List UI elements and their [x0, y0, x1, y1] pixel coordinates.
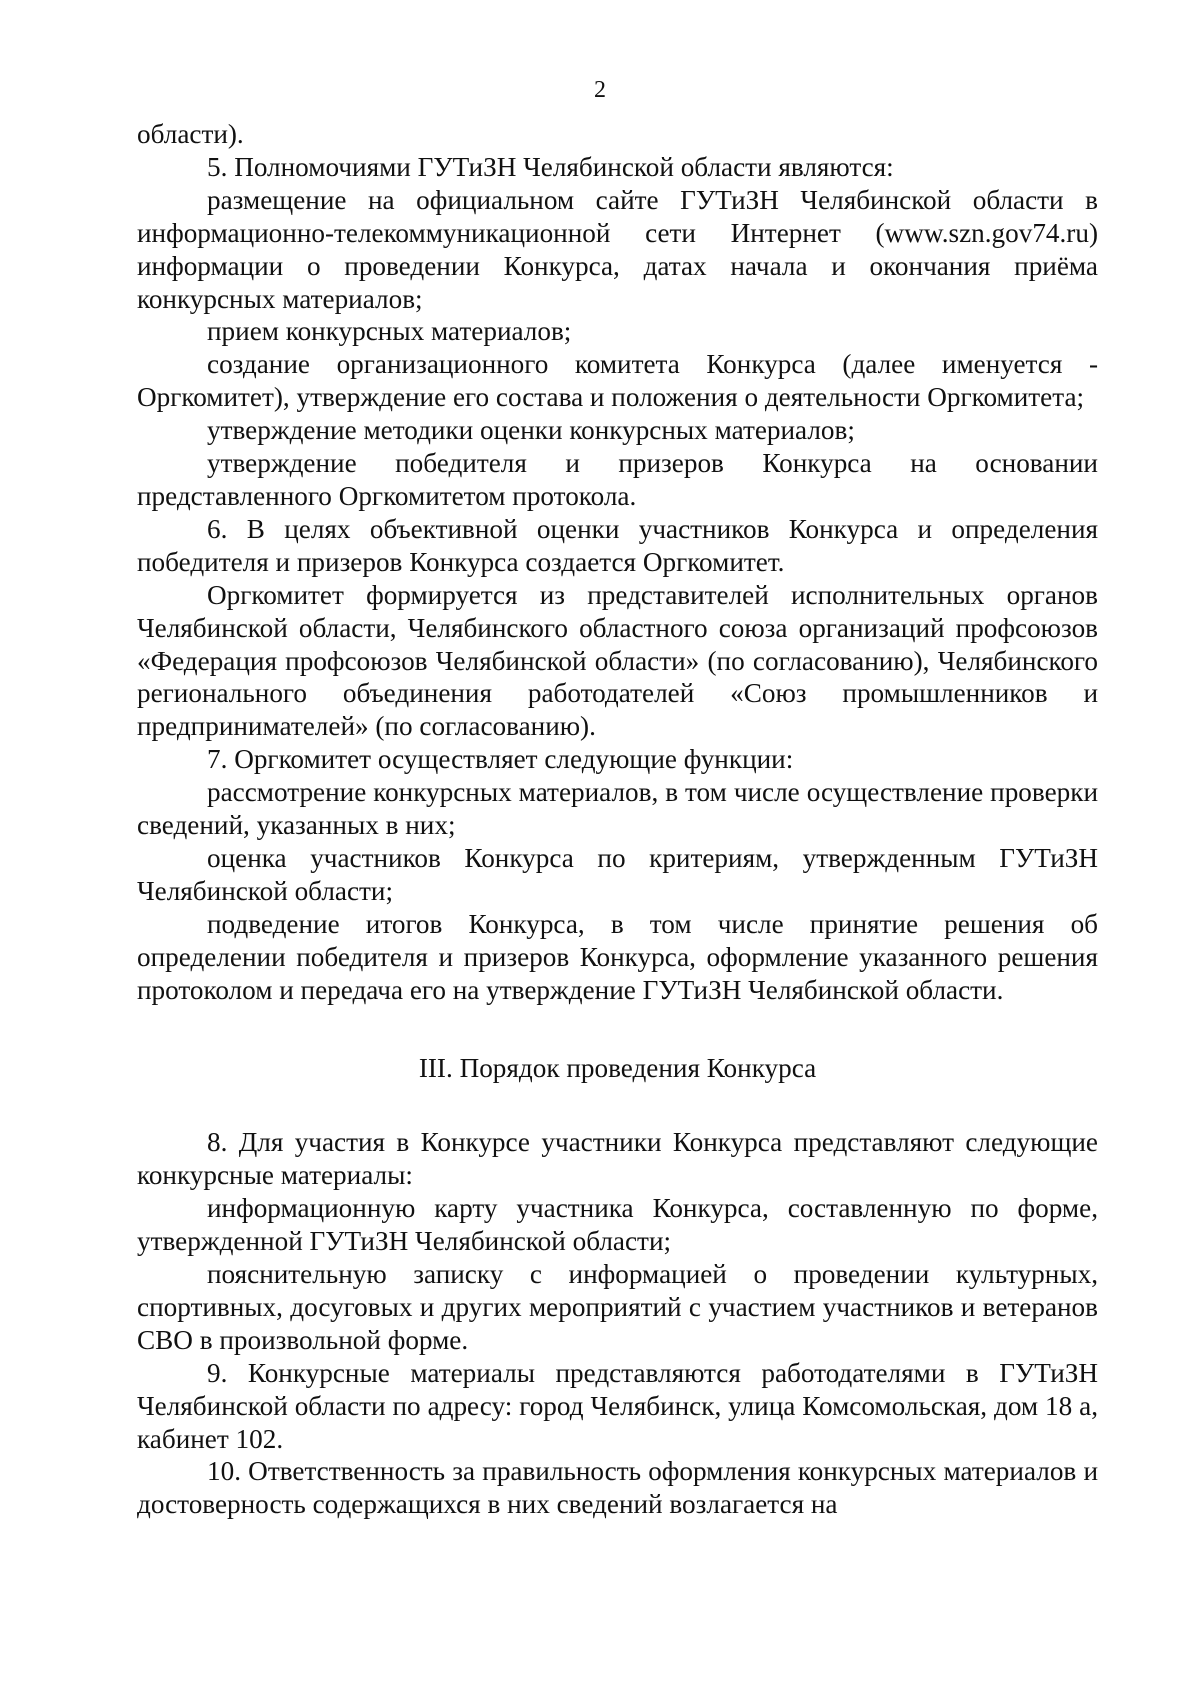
paragraph-item-7: 7. Оргкомитет осуществляет следующие функции:: [207, 744, 794, 775]
paragraph-methodology: утверждение методики оценки конкурсных материалов;: [207, 415, 855, 446]
paragraph-item-10: 10. Ответственность за правильность оформления конкурсных материалов и достоверность содержащихся в них сведений возлагается на: [137, 1456, 1098, 1520]
paragraph-results: подведение итогов Конкурса, в том числе принятие решения об определении победителя и призеров Конкурса, оформление указанного решения протоколом и передача его на утверждение ГУТиЗН Челябинской области.: [137, 908, 1098, 1005]
paragraph-item-8: 8. Для участия в Конкурсе участники Конкурса представляют следующие конкурсные материалы:: [137, 1127, 1098, 1191]
paragraph-item-9: 9. Конкурсные материалы представляются работодателями в ГУТиЗН Челябинской области по адресу: город Челябинск, улица Комсомольская, дом 18 а, кабинет 102.: [137, 1357, 1098, 1454]
document-body: [137, 118, 1098, 1521]
paragraph-item-5: 5. Полномочиями ГУТиЗН Челябинской области являются:: [207, 151, 894, 182]
paragraph-continuation: области).: [137, 119, 244, 149]
paragraph-reception: прием конкурсных материалов;: [207, 316, 572, 347]
paragraph-orgcommittee-creation: создание организационного комитета Конкурса (далее именуется - Оргкомитет), утверждение его состава и положения о деятельности Оргкомитета;: [137, 349, 1098, 413]
paragraph-explanatory-note: пояснительную записку с информацией о проведении культурных, спортивных, досуговых и других мероприятий с участием участников и ветеранов СВО в произвольной форме.: [137, 1259, 1098, 1355]
paragraph-winner-approval: утверждение победителя и призеров Конкурса на основании представленного Оргкомитетом протокола.: [137, 448, 1098, 511]
page-number: 2: [594, 77, 606, 103]
paragraph-item-6: 6. В целях объективной оценки участников Конкурса и определения победителя и призеров Конкурса создается Оргкомитет.: [137, 513, 1098, 577]
paragraph-website-info: размещение на официальном сайте ГУТиЗН Челябинской области в информационно-телекоммуникационной сети Интернет (www.szn.gov74.ru) информации о проведении Конкурса, датах начала и окончания приёма конкурсных материалов;: [137, 184, 1098, 314]
paragraph-evaluation: оценка участников Конкурса по критериям, утвержденным ГУТиЗН Челябинской области;: [137, 842, 1098, 906]
section-heading: III. Порядок проведения Конкурса: [418, 1053, 817, 1084]
paragraph-info-card: информационную карту участника Конкурса, составленную по форме, утвержденной ГУТиЗН Челябинской области;: [137, 1193, 1098, 1257]
paragraph-review: рассмотрение конкурсных материалов, в том числе осуществление проверки сведений, указанных в них;: [137, 777, 1098, 841]
paragraph-orgcommittee-composition: Оргкомитет формируется из представителей исполнительных органов Челябинской области, Челябинского областного союза организаций профсоюзов «Федерация профсоюзов Челябинской области» (по согласованию), Челябинского регионального объединения работодателей «Союз промышленников и предпринимателей» (по согласованию).: [137, 579, 1098, 742]
